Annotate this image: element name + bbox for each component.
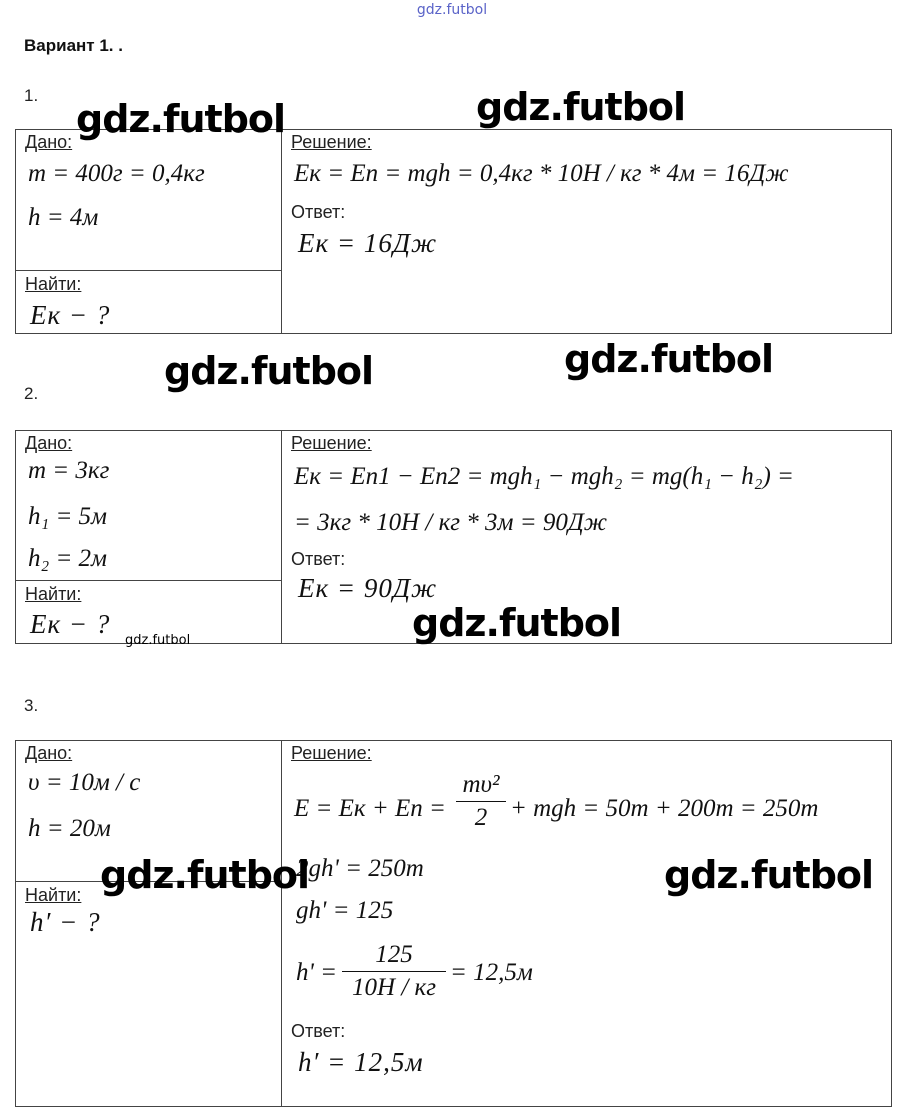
task-3-solution-line: gh' = 125 bbox=[296, 897, 394, 924]
task-2-number: 2. bbox=[24, 384, 39, 403]
task-3-find-label: Найти: bbox=[25, 885, 82, 905]
watermark: gdz.futbol bbox=[164, 349, 374, 393]
task-1-given-line: m = 400г = 0,4кг bbox=[28, 160, 205, 187]
task-3-table bbox=[15, 740, 892, 1107]
task-3-find-value: h′ − ? bbox=[30, 907, 101, 937]
watermark: gdz.futbol bbox=[664, 853, 874, 897]
watermark: gdz.futbol bbox=[100, 853, 310, 897]
task-1-given-line: h = 4м bbox=[28, 204, 99, 231]
task-3-solution-label: Решение: bbox=[291, 743, 372, 763]
watermark: gdz.futbol bbox=[564, 337, 774, 381]
task-1-solution-line: Eк = Eп = mgh = 0,4кг * 10Н / кг * 4м = 16Дж bbox=[294, 160, 789, 187]
task-1-separator bbox=[16, 270, 281, 271]
task-2-given-line: m = 3кг bbox=[28, 457, 110, 484]
task-1-answer-value: Eк = 16Дж bbox=[298, 228, 438, 258]
fraction-numerator: mυ² bbox=[462, 771, 500, 798]
fraction-numerator: 125 bbox=[375, 941, 413, 968]
task-2-solution-label: Решение: bbox=[291, 433, 372, 453]
task-2-given-line: h₁ = 5м bbox=[28, 503, 108, 530]
fraction-bar bbox=[342, 971, 446, 972]
task-3-fraction bbox=[342, 941, 446, 1002]
task-3-given-label: Дано: bbox=[25, 743, 73, 763]
watermark: gdz.futbol bbox=[412, 601, 622, 645]
task-2-separator bbox=[16, 580, 281, 581]
task-3-solution-line: = 12,5м bbox=[450, 959, 533, 986]
task-3-fraction bbox=[456, 771, 506, 832]
watermark: gdz.futbol bbox=[76, 97, 286, 141]
task-3-solution-line: 2gh' = 250m bbox=[296, 855, 424, 882]
task-2-find-label: Найти: bbox=[25, 584, 82, 604]
task-2-solution-line: = 3кг * 10Н / кг * 3м = 90Дж bbox=[294, 509, 608, 536]
watermark-small: gdz.futbol bbox=[125, 633, 191, 648]
task-1-number: 1. bbox=[24, 86, 39, 105]
task-3-solution-line: + mgh = 50m + 200m = 250m bbox=[510, 795, 819, 822]
task-1-find-value: Eк − ? bbox=[30, 300, 111, 330]
task-2-answer-label: Ответ: bbox=[291, 549, 346, 569]
task-1-solution-label: Решение: bbox=[291, 132, 372, 152]
fraction-bar bbox=[456, 801, 506, 802]
task-3-solution-line: E = Eк + Eп = bbox=[294, 795, 446, 822]
fraction-denominator: 10Н / кг bbox=[352, 974, 436, 1001]
fraction-denominator: 2 bbox=[474, 804, 488, 831]
task-3-number: 3. bbox=[24, 696, 39, 715]
task-1-table bbox=[15, 129, 892, 334]
task-1-given-label: Дано: bbox=[25, 132, 73, 152]
task-3-solution-line: h' = bbox=[296, 959, 337, 986]
task-1-find-label: Найти: bbox=[25, 274, 82, 294]
task-2-solution-line: Eк = Eп1 − Eп2 = mgh₁ − mgh₂ = mg(h₁ − h₂) = bbox=[294, 463, 794, 490]
task-2-given-label: Дано: bbox=[25, 433, 73, 453]
watermark: gdz.futbol bbox=[476, 85, 686, 129]
task-1-answer-label: Ответ: bbox=[291, 202, 346, 222]
task-2-given-line: h₂ = 2м bbox=[28, 545, 108, 572]
task-3-given-line: h = 20м bbox=[28, 815, 111, 842]
task-3-answer-value: h′ = 12,5м bbox=[298, 1047, 424, 1077]
top-watermark: gdz.futbol bbox=[416, 2, 488, 18]
variant-title: Вариант 1. . bbox=[24, 36, 123, 55]
task-3-given-line: υ = 10м / с bbox=[28, 769, 141, 796]
task-2-find-value: Eк − ? bbox=[30, 609, 111, 639]
task-3-answer-label: Ответ: bbox=[291, 1021, 346, 1041]
task-2-answer-value: Eк = 90Дж bbox=[298, 573, 438, 603]
